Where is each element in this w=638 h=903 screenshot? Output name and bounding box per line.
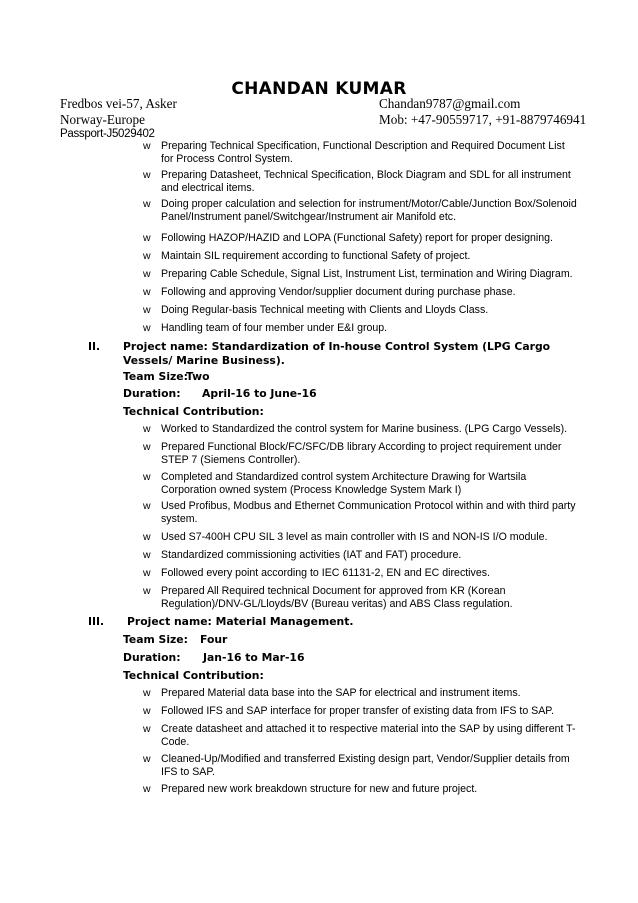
project-title: Project name: Material Management. [127, 615, 354, 628]
team-size [123, 633, 228, 647]
candidate-name: CHANDAN KUMAR [231, 79, 407, 99]
bullet-text: Following HAZOP/HAZID and LOPA (Functional Safety) report for proper designing. [161, 232, 553, 244]
team-size [123, 370, 210, 384]
bullet-text: Maintain SIL requirement according to functional Safety of project. [161, 250, 471, 262]
bullet-glyph: w [143, 140, 151, 152]
duration-value: Jan-16 to Mar-16 [203, 651, 305, 664]
bullet-glyph: w [143, 423, 151, 435]
bullet-text: Used Profibus, Modbus and Ethernet Communication Protocol within and with third party system. [161, 500, 576, 525]
address-line-2: Norway-Europe [60, 112, 145, 127]
bullet-glyph: w [143, 783, 151, 795]
bullet-text: Cleaned-Up/Modified and transferred Existing design part, Vendor/Supplier details from IFS to SAP. [161, 753, 570, 778]
bullet-text: Prepared new work breakdown structure for new and future project. [161, 783, 478, 795]
bullet-text: Followed IFS and SAP interface for proper transfer of existing data from IFS to SAP. [161, 705, 554, 717]
bullet-glyph: w [143, 232, 151, 244]
passport-number: Passport-J5029402 [60, 128, 155, 140]
duration [123, 651, 305, 665]
contribution-heading: Technical Contribution: [123, 669, 264, 682]
team-size-value: Two [186, 370, 210, 383]
duration [123, 387, 317, 401]
duration-value: April-16 to June-16 [202, 387, 317, 400]
bullet-text: Prepared Functional Block/FC/SFC/DB library According to project requirement under STEP 7 (Siemens Controller). [161, 441, 562, 466]
team-size-label: Team Size: [123, 370, 188, 383]
bullet-text: Completed and Standardized control system Architecture Drawing for Wartsila Corporation owned system (Process Knowledge System Mark I) [161, 471, 527, 496]
bullet-text: Standardized commissioning activities (IAT and FAT) procedure. [161, 549, 462, 561]
duration-label: Duration: [123, 651, 181, 664]
address-line-1: Fredbos vei-57, Asker [60, 96, 177, 111]
bullet-glyph: w [143, 441, 151, 453]
duration-label: Duration: [123, 387, 181, 400]
team-size-value: Four [200, 633, 228, 646]
bullet-text: Doing proper calculation and selection for instrument/Motor/Cable/Junction Box/Solenoid Panel/Instrument panel/Switchgear/Instrument air Manifold etc. [161, 198, 577, 223]
bullet-glyph: w [143, 753, 151, 765]
email-text: Chandan9787@gmail.com [379, 96, 521, 111]
bullet-glyph: w [143, 250, 151, 262]
mobile-text: Mob: +47-90559717, +91-8879746941 [379, 112, 587, 127]
bullet-text: Doing Regular-basis Technical meeting with Clients and Lloyds Class. [161, 304, 489, 316]
bullet-text: Followed every point according to IEC 61131-2, EN and EC directives. [161, 567, 490, 579]
contribution-heading: Technical Contribution: [123, 405, 264, 418]
bullet-text: Used S7-400H CPU SIL 3 level as main controller with IS and NON-IS I/O module. [161, 531, 548, 543]
bullet-text: Prepared All Required technical Document for approved from KR (Korean Regulation)/DNV-GL/Lloyds/BV (Bureau veritas) and ABS Class regulation. [161, 585, 513, 610]
project-number: III. [88, 615, 105, 628]
bullet-glyph: w [143, 531, 151, 543]
bullet-glyph: w [143, 567, 151, 579]
bullet-glyph: w [143, 585, 151, 597]
bullet-text: Handling team of four member under E&I group. [161, 322, 388, 334]
project-title: Project name: Standardization of In-house Control System (LPG Cargo Vessels/ Marine Business). [123, 340, 551, 367]
bullet-glyph: w [143, 304, 151, 316]
address-block [60, 96, 177, 128]
bullet-text: Preparing Technical Specification, Functional Description and Required Document List for Process Control System. [161, 140, 565, 165]
bullet-glyph: w [143, 286, 151, 298]
contact-block [379, 96, 586, 128]
project-number: II. [88, 340, 101, 353]
team-size-label: Team Size: [123, 633, 188, 646]
bullet-glyph: w [143, 549, 151, 561]
bullet-glyph: w [143, 471, 151, 483]
bullet-text: Preparing Cable Schedule, Signal List, Instrument List, termination and Wiring Diagram. [161, 268, 573, 280]
bullet-text: Create datasheet and attached it to respective material into the SAP by using different T-Code. [161, 723, 576, 748]
bullet-glyph: w [143, 322, 151, 334]
bullet-glyph: w [143, 723, 151, 735]
bullet-glyph: w [143, 268, 151, 280]
bullet-text: Prepared Material data base into the SAP for electrical and instrument items. [161, 687, 521, 699]
bullet-text: Following and approving Vendor/supplier document during purchase phase. [161, 286, 516, 298]
bullet-text: Preparing Datasheet, Technical Specification, Block Diagram and SDL for all instrument and electrical items. [161, 169, 571, 194]
bullet-glyph: w [143, 198, 151, 210]
bullet-glyph: w [143, 687, 151, 699]
bullet-glyph: w [143, 169, 151, 181]
bullet-glyph: w [143, 500, 151, 512]
bullet-glyph: w [143, 705, 151, 717]
bullet-text: Worked to Standardized the control system for Marine business. (LPG Cargo Vessels). [161, 423, 568, 435]
